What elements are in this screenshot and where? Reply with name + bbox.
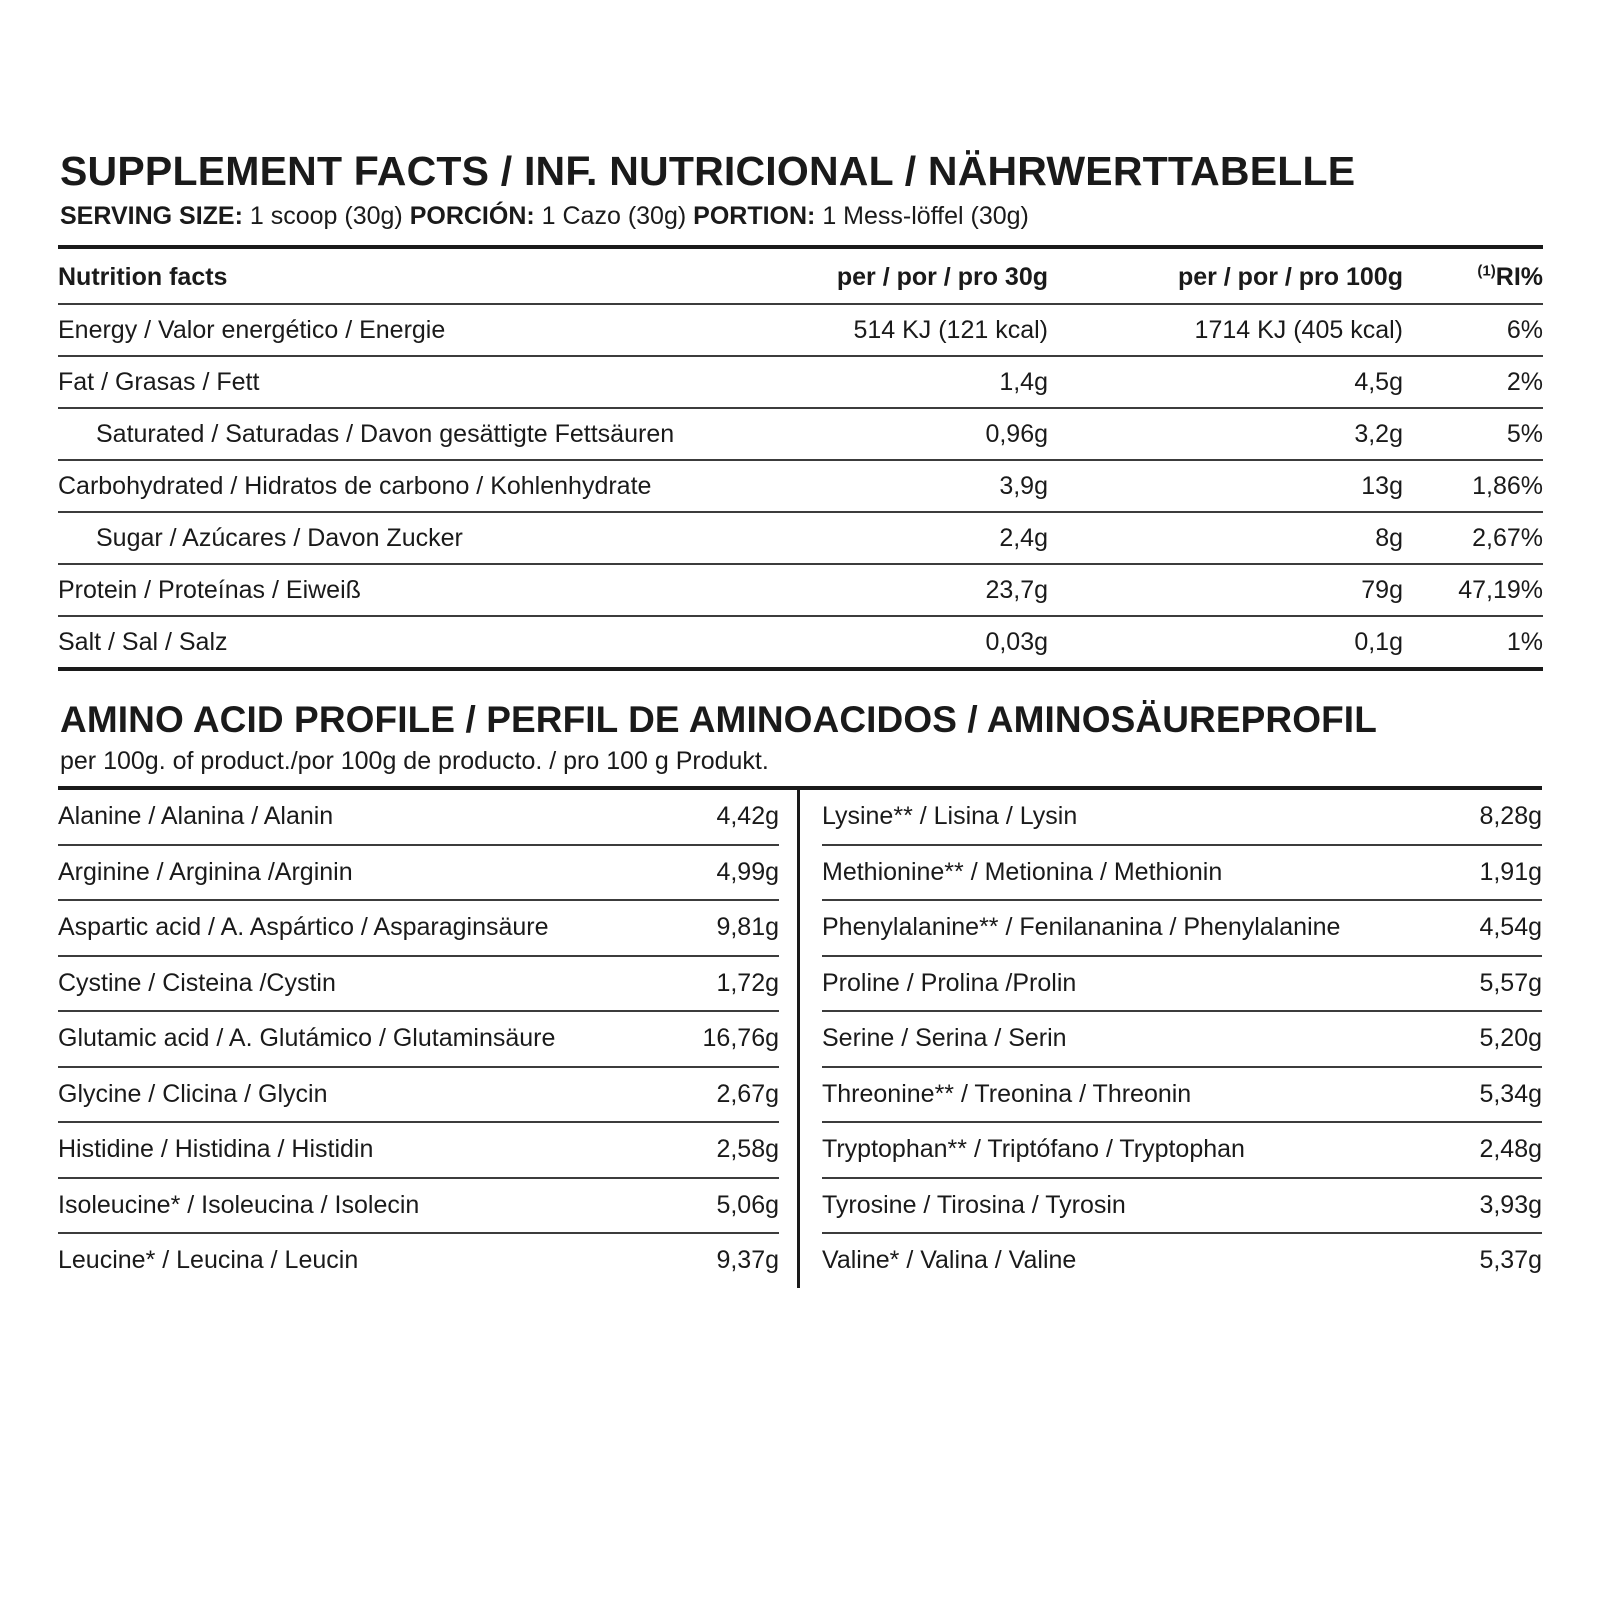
- nutrient-value-per-100g: 8g: [1048, 512, 1403, 564]
- amino-name: Serine / Serina / Serin: [822, 1011, 1424, 1067]
- amino-value: 5,57g: [1424, 956, 1542, 1012]
- serving-size-value-de: 1 Mess-löffel (30g): [822, 202, 1029, 231]
- amino-name: Proline / Prolina /Prolin: [822, 956, 1424, 1012]
- amino-column-left: [58, 790, 800, 1288]
- serving-size-value-en: 1 scoop (30g): [249, 202, 403, 231]
- nutrient-value-ri: 2,67%: [1403, 512, 1543, 564]
- nutrient-value-ri: 1%: [1403, 616, 1543, 669]
- amino-row: [822, 1067, 1542, 1123]
- amino-row: [822, 1011, 1542, 1067]
- amino-row: [58, 1067, 779, 1123]
- nutrient-value-ri: 2%: [1403, 356, 1543, 408]
- amino-value: 4,42g: [661, 790, 779, 845]
- amino-name: Threonine** / Treonina / Threonin: [822, 1067, 1424, 1123]
- amino-row: [58, 845, 779, 901]
- column-header-per-100g: per / por / pro 100g: [1048, 247, 1403, 304]
- amino-value: 3,93g: [1424, 1178, 1542, 1234]
- table-row: [58, 460, 1543, 512]
- amino-row: [822, 1122, 1542, 1178]
- amino-row: [58, 790, 779, 845]
- table-row: [58, 408, 1543, 460]
- amino-name: Glycine / Clicina / Glycin: [58, 1067, 661, 1123]
- table-row: [58, 616, 1543, 669]
- table-header-row: [58, 247, 1543, 304]
- nutrient-value-per-30g: 3,9g: [698, 460, 1048, 512]
- nutrient-value-per-30g: 514 KJ (121 kcal): [698, 304, 1048, 356]
- nutrient-value-ri: 1,86%: [1403, 460, 1543, 512]
- amino-name: Lysine** / Lisina / Lysin: [822, 790, 1424, 845]
- table-row: [58, 564, 1543, 616]
- nutrient-name: Fat / Grasas / Fett: [58, 356, 698, 408]
- amino-row: [822, 790, 1542, 845]
- amino-value: 1,72g: [661, 956, 779, 1012]
- nutrient-value-per-100g: 13g: [1048, 460, 1403, 512]
- amino-acid-section-title: AMINO ACID PROFILE / PERFIL DE AMINOACIDOS / AMINOSÄUREPROFIL: [60, 699, 1377, 741]
- amino-name: Isoleucine* / Isoleucina / Isolecin: [58, 1178, 661, 1234]
- amino-row: [58, 900, 779, 956]
- amino-value: 5,06g: [661, 1178, 779, 1234]
- nutrient-value-per-30g: 23,7g: [698, 564, 1048, 616]
- amino-column-right: [800, 790, 1542, 1288]
- column-header-ri: [1403, 247, 1543, 304]
- nutrient-value-ri: 6%: [1403, 304, 1543, 356]
- amino-acid-columns: [58, 786, 1542, 1288]
- nutrient-name: Saturated / Saturadas / Davon gesättigte Fettsäuren: [58, 408, 698, 460]
- amino-value: 4,99g: [661, 845, 779, 901]
- amino-row: [822, 1178, 1542, 1234]
- serving-size-label-en: SERVING SIZE:: [60, 202, 243, 231]
- amino-value: 5,37g: [1479, 1246, 1542, 1275]
- amino-row: [822, 845, 1542, 901]
- nutrient-value-ri: 5%: [1403, 408, 1543, 460]
- table-row: [58, 304, 1543, 356]
- nutrient-name: Salt / Sal / Salz: [58, 616, 698, 669]
- amino-value: 1,91g: [1424, 845, 1542, 901]
- amino-value: 2,48g: [1424, 1122, 1542, 1178]
- column-header-per-30g: per / por / pro 30g: [698, 247, 1048, 304]
- amino-name: Alanine / Alanina / Alanin: [58, 790, 661, 845]
- serving-size-line: [60, 201, 1542, 231]
- amino-table-left: [58, 790, 779, 1288]
- amino-value: 9,37g: [716, 1246, 779, 1275]
- ri-label: RI%: [1495, 263, 1543, 292]
- amino-name: Histidine / Histidina / Histidin: [58, 1122, 661, 1178]
- nutrient-value-per-100g: 1714 KJ (405 kcal): [1048, 304, 1403, 356]
- nutrition-facts-table: [58, 245, 1543, 671]
- amino-value: 4,54g: [1424, 900, 1542, 956]
- nutrient-name: Protein / Proteínas / Eiweiß: [58, 564, 698, 616]
- nutrient-name: Energy / Valor energético / Energie: [58, 304, 698, 356]
- amino-right-body: [822, 790, 1542, 1288]
- amino-value: 8,28g: [1424, 790, 1542, 845]
- amino-left-body: [58, 790, 779, 1288]
- amino-row: [58, 1011, 779, 1067]
- amino-name: Phenylalanine** / Fenilananina / Phenylalanine: [822, 900, 1424, 956]
- amino-acid-subtitle: per 100g. of product./por 100g de producto. / pro 100 g Produkt.: [60, 747, 769, 776]
- amino-value: 2,67g: [661, 1067, 779, 1123]
- nutrient-value-per-30g: 0,03g: [698, 616, 1048, 669]
- nutrient-name: Sugar / Azúcares / Davon Zucker: [58, 512, 698, 564]
- amino-name: Methionine** / Metionina / Methionin: [822, 845, 1424, 901]
- nutrient-name: Carbohydrated / Hidratos de carbono / Kohlenhydrate: [58, 460, 698, 512]
- table-row: [58, 512, 1543, 564]
- nutrient-value-per-100g: 0,1g: [1048, 616, 1403, 669]
- ri-footnote-marker: (1): [1477, 262, 1496, 280]
- amino-name: Leucine* / Leucina / Leucin: [58, 1246, 359, 1275]
- nutrient-value-per-30g: 2,4g: [698, 512, 1048, 564]
- page-title: SUPPLEMENT FACTS / INF. NUTRICIONAL / NÄHRWERTTABELLE: [60, 148, 1356, 194]
- column-header-nutrient: Nutrition facts: [58, 247, 698, 304]
- amino-row: [58, 1178, 779, 1234]
- nutrient-value-per-30g: 1,4g: [698, 356, 1048, 408]
- amino-table-right: [822, 790, 1542, 1288]
- amino-value: 2,58g: [661, 1122, 779, 1178]
- nutrient-value-ri: 47,19%: [1403, 564, 1543, 616]
- amino-name: Aspartic acid / A. Aspártico / Asparaginsäure: [58, 900, 661, 956]
- nutrient-value-per-100g: 3,2g: [1048, 408, 1403, 460]
- amino-row: [58, 956, 779, 1012]
- serving-size-label-es: PORCIÓN:: [409, 202, 535, 231]
- amino-name: Valine* / Valina / Valine: [822, 1246, 1077, 1275]
- amino-row: [58, 1122, 779, 1178]
- amino-name: Arginine / Arginina /Arginin: [58, 845, 661, 901]
- amino-row: [58, 1233, 779, 1288]
- amino-row: [822, 1233, 1542, 1288]
- amino-name: Glutamic acid / A. Glutámico / Glutaminsäure: [58, 1011, 661, 1067]
- table-row: [58, 356, 1543, 408]
- amino-name: Tryptophan** / Triptófano / Tryptophan: [822, 1122, 1424, 1178]
- amino-row: [822, 900, 1542, 956]
- amino-name: Cystine / Cisteina /Cystin: [58, 956, 661, 1012]
- amino-name: Tyrosine / Tirosina / Tyrosin: [822, 1178, 1424, 1234]
- amino-row: [822, 956, 1542, 1012]
- amino-value: 5,34g: [1424, 1067, 1542, 1123]
- nutrient-value-per-100g: 4,5g: [1048, 356, 1403, 408]
- nutrition-table-body: [58, 304, 1543, 669]
- nutrient-value-per-30g: 0,96g: [698, 408, 1048, 460]
- amino-value: 9,81g: [661, 900, 779, 956]
- serving-size-label-de: PORTION:: [693, 202, 816, 231]
- amino-value: 5,20g: [1424, 1011, 1542, 1067]
- serving-size-value-es: 1 Cazo (30g): [541, 202, 687, 231]
- amino-value: 16,76g: [661, 1011, 779, 1067]
- nutrient-value-per-100g: 79g: [1048, 564, 1403, 616]
